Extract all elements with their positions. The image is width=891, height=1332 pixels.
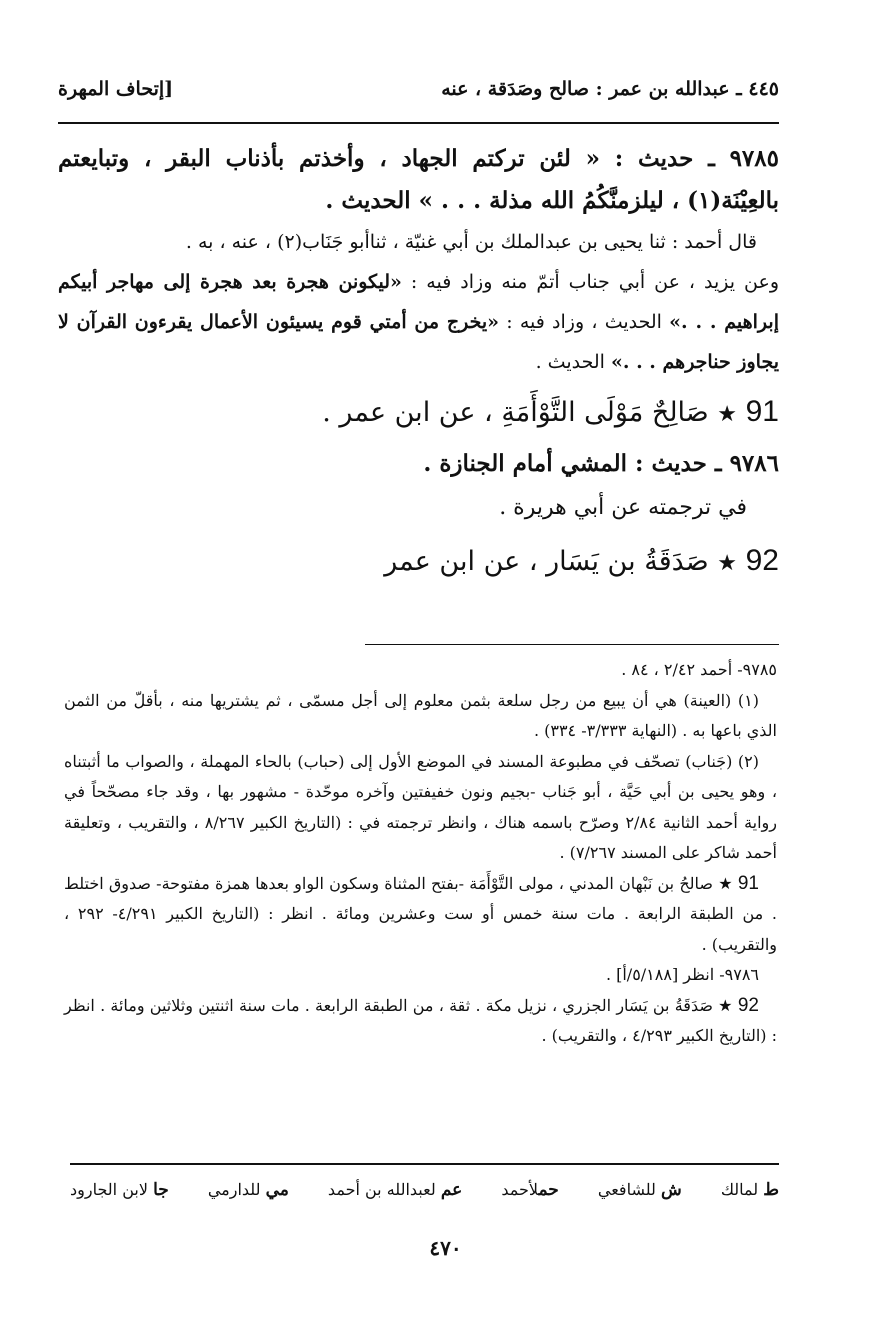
hadith-number: ٩٧٨٦ <box>729 450 779 477</box>
hadith-text: ـ حديث : « لئن تركتم الجهاد ، وأخذتم بأذناب البقر ، وتبايعتم بالعِيْنَة(١) ، ليلزمنَّكُمُ الله مذلة . . . » الحديث . <box>58 145 779 214</box>
hadith-quote: «ليكونن هجرة بعد هجرة إلى مهاجر أبيكم إبراهيم . . .» <box>58 271 779 333</box>
footnote-narrator-92 <box>64 991 777 1052</box>
footnotes <box>64 655 777 1052</box>
footnote-narrator-91 <box>64 869 777 961</box>
footnote-text: صالحُ بن نَبْهان المدني ، مولى التَّوْأَمَة -بفتح المثناة وسكون الواو بعدها همزة مفتوحة- صدوق اختلط . من الطبقة الرابعة . مات سنة خمس أو ست وعشرين ومائة . انظر : (التاريخ الكبير ٤/٢٩١- ٢٩٢ ، والتقريب) . <box>64 873 778 954</box>
abbreviation-item: مي للدارمي <box>207 1180 289 1200</box>
abbreviation-item: حملأحمد <box>501 1180 559 1200</box>
section-title: ٤٤٥ ـ عبدالله بن عمر : صالح وصَدَقة ، عنه <box>441 78 779 100</box>
hadith-text: ـ حديث : المشي أمام الجنازة . <box>423 450 722 477</box>
abbreviations-rule <box>70 1163 779 1165</box>
star-icon: ★ <box>717 402 738 427</box>
hadith-9786 <box>58 443 779 485</box>
isnad-tail: الحديث . <box>535 351 605 373</box>
star-icon: ★ <box>718 873 733 893</box>
footnote-source-9786: ٩٧٨٦- انظر [٥/١٨٨/أ] . <box>605 965 759 984</box>
book-title: [إتحاف المهرة <box>58 78 174 100</box>
main-text <box>58 138 779 592</box>
isnad-intro: وعن يزيد ، عن أبي جناب أتمّ منه وزاد فيه : <box>410 271 779 293</box>
narrator-number: 91 <box>737 872 759 894</box>
footnote-separator <box>365 644 779 645</box>
hadith-9785 <box>58 138 779 222</box>
abbreviation-item: ط لمالك <box>720 1180 779 1200</box>
footnote-1: (١) (العينة) هي أن يبيع من رجل سلعة بثمن معلوم إلى أجل مسمّى ، ثم يشتريها منه ، بأقلّ من الثمن الذي باعها به . (النهاية ٣/٣٣٣- ٣٣٤) . <box>64 690 777 740</box>
star-icon: ★ <box>718 995 733 1015</box>
isnad-middle: الحديث ، وزاد فيه : <box>506 311 662 333</box>
isnad-yazid <box>58 262 779 382</box>
narrator-92-heading <box>58 533 779 592</box>
narrator-number: 91 <box>745 395 779 428</box>
isnad-ahmad: قال أحمد : ثنا يحيى بن عبدالملك بن أبي غنيّة ، ثناأبو جَنَاب(٢) ، عنه ، به . <box>185 231 757 253</box>
footnote-2: (٢) (جَناب) تصحّف في مطبوعة المسند في الموضع الأول إلى (حباب) بالحاء المهملة ، والصواب ما أثبتناه ، وهو يحيى بن أبي حَيَّة ، أبو جَناب -بجيم ونون خفيفتين وآخره موحّدة - مشهور بها ، وقد جاء مصحّحاً في رواية أحمد الثانية ٢/٨٤ وصرّح باسمه هناك ، وانظر ترجمته في : (التاريخ الكبير ٨/٢٦٧ ، والتقريب ، وتعليقة أحمد شاكر على المسند ٧/٢٦٧) . <box>64 751 777 862</box>
narrator-number: 92 <box>737 994 759 1016</box>
page-number: ٤٧٠ <box>429 1236 462 1260</box>
abbreviation-item: ش للشافعي <box>597 1180 682 1200</box>
abbreviation-item: جا لابن الجارود <box>70 1180 169 1200</box>
narrator-number: 92 <box>745 544 779 577</box>
footnote-text: صَدَقَةُ بن يَسَار الجزري ، نزيل مكة . ثقة ، من الطبقة الرابعة . مات سنة اثنتين وثلاثين ومائة . انظر : (التاريخ الكبير ٤/٢٩٣ ، والتقريب) . <box>64 995 777 1045</box>
star-icon: ★ <box>717 551 738 576</box>
footnote-source-9785: ٩٧٨٥- أحمد ٢/٤٢ ، ٨٤ . <box>621 660 777 679</box>
running-header <box>58 78 779 112</box>
header-rule <box>58 122 779 124</box>
cross-reference: في ترجمته عن أبي هريرة . <box>499 495 747 520</box>
narrator-91-heading <box>58 384 779 443</box>
hadith-number: ٩٧٨٥ <box>729 145 779 172</box>
narrator-name: صَالِحٌ مَوْلَى التَّوْأَمَةِ ، عن ابن عمر . <box>322 397 709 428</box>
abbreviation-item: عم لعبدالله بن أحمد <box>327 1180 463 1200</box>
hadith-quote: «يخرج من أمتي قوم يسيئون الأعمال يقرءون القرآن لا يجاوز حناجرهم . . .» <box>58 311 779 373</box>
narrator-name: صَدَقَةُ بن يَسَار ، عن ابن عمر <box>384 546 709 577</box>
abbreviations-key <box>70 1180 779 1200</box>
